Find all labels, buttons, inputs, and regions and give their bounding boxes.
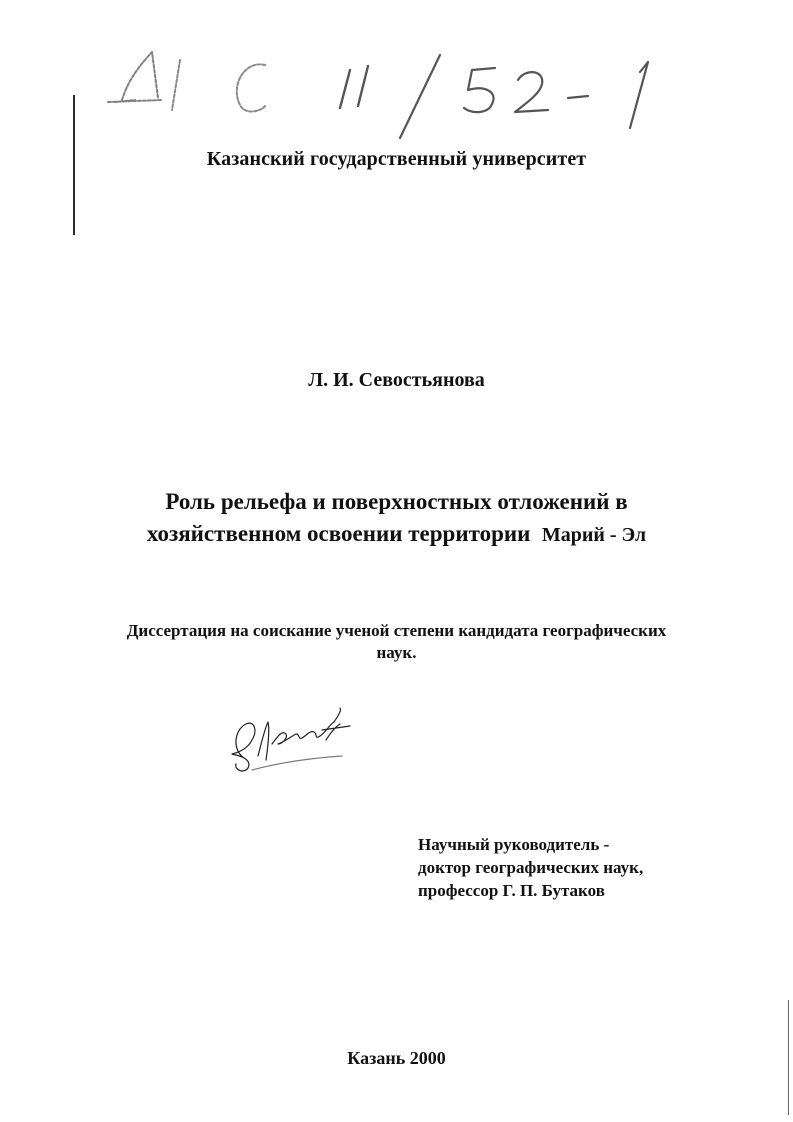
scientific-advisor — [418, 833, 643, 902]
dissertation-line-1: Диссертация на соискание ученой степени кандидата географических — [126, 621, 667, 640]
title-line-2-wrapper — [0, 518, 793, 551]
author-name: Л. И. Севостьянова — [308, 369, 485, 391]
university-name: Казанский государственный университет — [206, 148, 587, 170]
advisor-name: профессор Г. П. Бутаков — [418, 881, 605, 900]
advisor-degree: доктор географических наук, — [418, 858, 644, 877]
dissertation-line-2: наук. — [376, 643, 417, 662]
advisor-role: Научный руководитель - — [418, 835, 610, 854]
author-signature — [222, 700, 362, 775]
city-year: Казань 2000 — [347, 1048, 446, 1068]
title-region: Марий - Эл — [541, 524, 647, 546]
handwritten-catalog-code — [100, 30, 700, 150]
title-line-2: хозяйственном освоении территории — [146, 521, 531, 546]
dissertation-description — [0, 620, 793, 664]
title-line-1: Роль рельефа и поверхностных отложений в — [165, 489, 628, 514]
dissertation-title — [0, 486, 793, 551]
